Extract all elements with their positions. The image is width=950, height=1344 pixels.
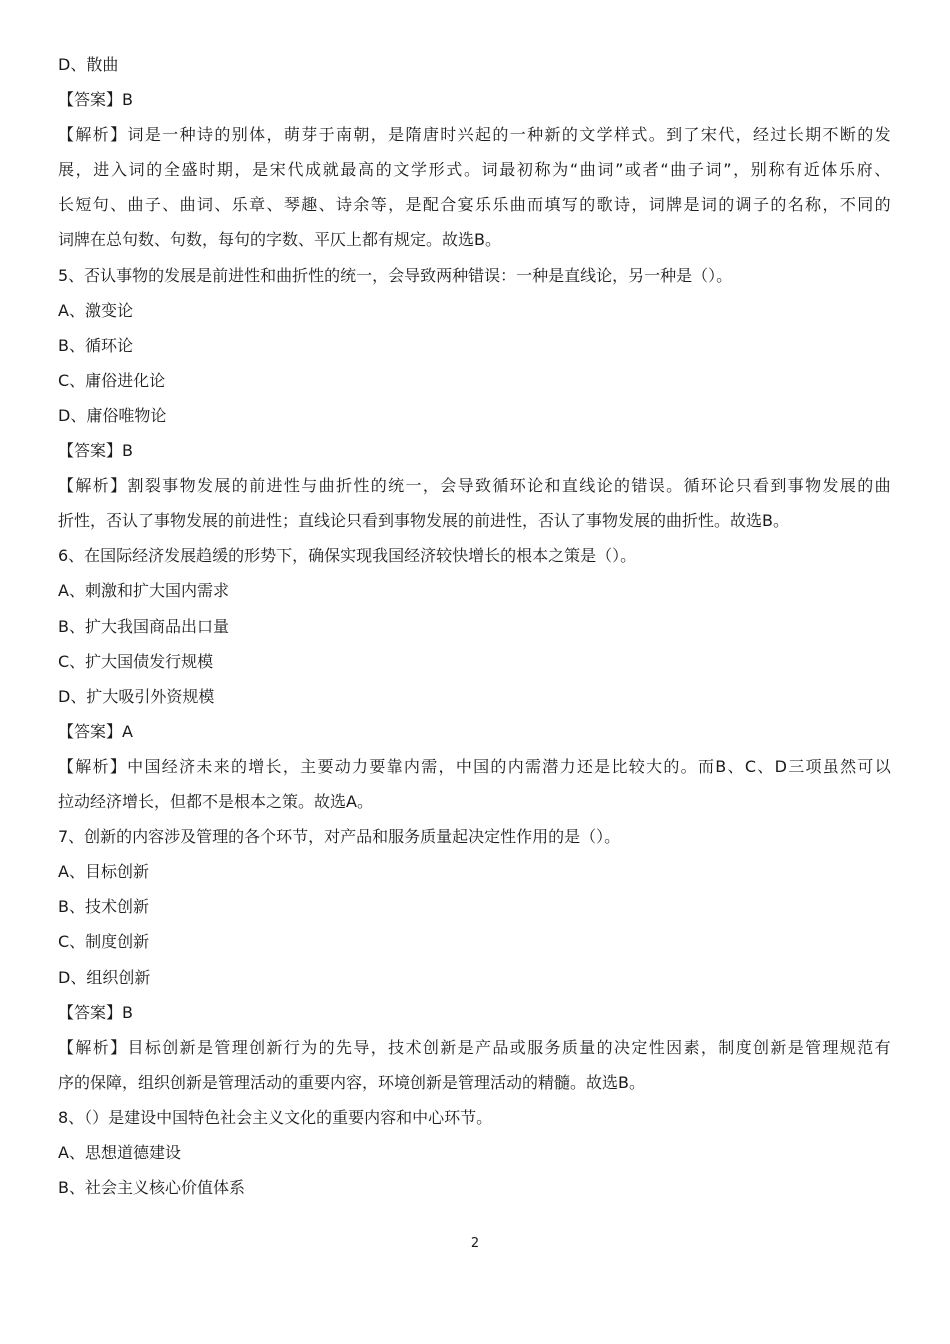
option-line: C、扩大国债发行规模 (58, 652, 214, 671)
analysis-line: 长短句、曲子、曲词、乐章、琴趣、诗余等，是配合宴乐乐曲而填写的歌诗，词牌是词的调子的名称，不同的 (58, 195, 892, 214)
analysis-line: 词牌在总句数、句数，每句的字数、平仄上都有规定。故选B。 (58, 230, 501, 249)
analysis-line: 拉动经济增长，但都不是根本之策。故选A。 (58, 792, 373, 811)
analysis-line: 【解析】词是一种诗的别体，萌芽于南朝，是隋唐时兴起的一种新的文学样式。到了宋代，经过长期不断的发 (58, 125, 892, 144)
analysis-line: 【解析】中国经济未来的增长，主要动力要靠内需，中国的内需潜力还是比较大的。而B、C、D三项虽然可以 (58, 757, 892, 776)
option-line: D、散曲 (58, 55, 119, 74)
question-line: 5、否认事物的发展是前进性和曲折性的统一，会导致两种错误：一种是直线论，另一种是（）。 (58, 266, 733, 285)
option-line: A、思想道德建设 (58, 1143, 181, 1162)
analysis-line: 折性，否认了事物发展的前进性；直线论只看到事物发展的前进性，否认了事物发展的曲折性。故选B。 (58, 511, 789, 530)
analysis-line: 【解析】目标创新是管理创新行为的先导，技术创新是产品或服务质量的决定性因素，制度创新是管理规范有 (58, 1038, 892, 1057)
option-line: C、制度创新 (58, 932, 150, 951)
option-line: B、循环论 (58, 336, 133, 355)
question-line: 6、在国际经济发展趋缓的形势下，确保实现我国经济较快增长的根本之策是（）。 (58, 546, 637, 565)
option-line: B、扩大我国商品出口量 (58, 617, 229, 636)
answer-line: 【答案】B (58, 441, 133, 460)
option-line: D、扩大吸引外资规模 (58, 687, 215, 706)
answer-line: 【答案】B (58, 1003, 133, 1022)
option-line: D、庸俗唯物论 (58, 406, 167, 425)
answer-line: 【答案】A (58, 722, 133, 741)
option-line: D、组织创新 (58, 968, 151, 987)
option-line: B、社会主义核心价值体系 (58, 1178, 245, 1197)
option-line: A、激变论 (58, 301, 133, 320)
page-number: 2 (470, 1236, 480, 1251)
option-line: B、技术创新 (58, 897, 149, 916)
option-line: A、刺激和扩大国内需求 (58, 581, 229, 600)
analysis-line: 序的保障，组织创新是管理活动的重要内容，环境创新是管理活动的精髓。故选B。 (58, 1073, 645, 1092)
analysis-line: 【解析】割裂事物发展的前进性与曲折性的统一，会导致循环论和直线论的错误。循环论只看到事物发展的曲 (58, 476, 892, 495)
question-line: 7、创新的内容涉及管理的各个环节，对产品和服务质量起决定性作用的是（）。 (58, 827, 621, 846)
answer-line: 【答案】B (58, 90, 133, 109)
option-line: C、庸俗进化论 (58, 371, 166, 390)
analysis-line: 展，进入词的全盛时期，是宋代成就最高的文学形式。词最初称为“曲词”或者“曲子词”，别称有近体乐府、 (58, 160, 892, 179)
option-line: A、目标创新 (58, 862, 149, 881)
question-line: 8、（）是建设中国特色社会主义文化的重要内容和中心环节。 (58, 1108, 493, 1127)
